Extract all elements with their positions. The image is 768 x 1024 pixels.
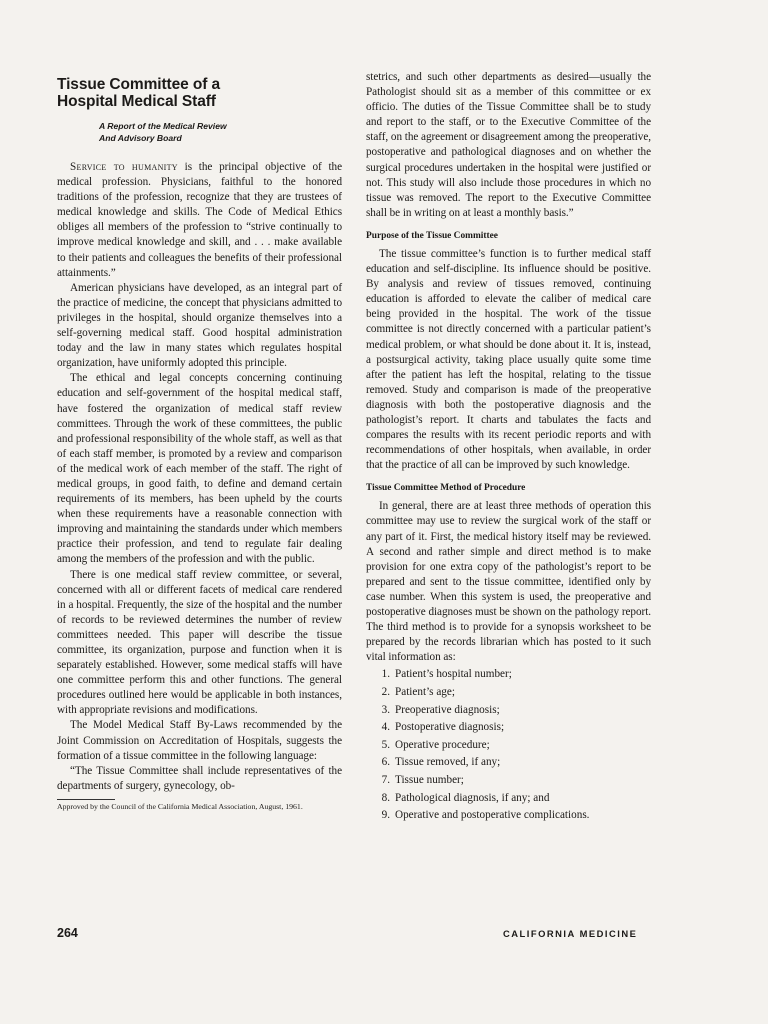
list-item-text: Postoperative diagnosis; — [395, 721, 505, 734]
section-heading: Tissue Committee Method of Procedure — [366, 483, 526, 494]
list-item — [366, 719, 651, 737]
title-line-2: Hospital Medical Staff — [57, 93, 216, 110]
article-title — [57, 76, 342, 110]
list-item-text: Operative procedure; — [395, 738, 490, 751]
list-item — [366, 684, 651, 702]
paragraph: American physicians have developed, as an integral part of the practice of medicine, the concept that physicians admitted to privileges in the hospital, should organize themselves into a self-governing medical staff. Good hospital administration today and the law in many states which regulates hospital organization, have uniformly adopted this principle. — [57, 281, 342, 370]
page-number: 264 — [57, 926, 78, 940]
paragraph: stetrics, and such other departments as desired—usually the Pathologist should sit as a member of this committee or ex officio. The duties of the Tissue Committee shall be to study and report to the staff, or to the Executive Committee of the staff, on the agreement or disagreement among the preoperative, postoperative and pathological diagnoses and on whether the surgical procedures undertaken in the hospital were justified or not. This study will also include those procedures in which no tissue was removed. The report to the Executive Committee shall be in writing on at least a monthly basis.” — [366, 71, 651, 219]
list-item-number: 4. — [381, 721, 390, 734]
list-item — [366, 754, 651, 772]
journal-name: CALIFORNIA MEDICINE — [503, 928, 638, 939]
list-item-number: 5. — [381, 738, 390, 751]
paragraph: The Model Medical Staff By-Laws recommended by the Joint Commission on Accreditation of Hospitals, suggests the formation of a tissue committee in the following language: — [57, 719, 342, 762]
information-list — [366, 666, 651, 824]
list-item-text: Preoperative diagnosis; — [395, 703, 500, 716]
list-item-number: 6. — [381, 756, 390, 769]
lead-in-smallcaps: Service to humanity — [70, 161, 178, 173]
list-item-text: Operative and postoperative complications. — [395, 809, 590, 822]
byline-line-2: And Advisory Board — [99, 133, 182, 143]
list-item-number: 1. — [381, 668, 390, 681]
list-item-text: Pathological diagnosis, if any; and — [395, 791, 550, 804]
list-item-text: Patient’s hospital number; — [395, 668, 512, 681]
byline-line-1: A Report of the Medical Review — [99, 121, 227, 131]
list-item-number: 3. — [381, 703, 390, 716]
title-line-1: Tissue Committee of a — [57, 76, 220, 93]
list-item-number: 7. — [381, 773, 390, 786]
list-item-number: 8. — [381, 791, 390, 804]
section-heading: Purpose of the Tissue Committee — [366, 230, 498, 241]
list-item-text: Patient’s age; — [395, 685, 455, 698]
list-item — [366, 772, 651, 790]
footnote: Approved by the Council of the California Medical Association, August, 1961. — [57, 801, 303, 811]
list-item — [366, 702, 651, 720]
left-column — [57, 70, 342, 811]
paragraph — [57, 160, 342, 281]
footnote-divider — [57, 799, 115, 800]
list-item — [366, 737, 651, 755]
right-column — [366, 70, 651, 825]
list-item — [366, 807, 651, 825]
paragraph: The ethical and legal concepts concerning continuing education and self-government of the hospital medical staff, have fostered the organization of medical staff review committees. Through the work of these committees, the public and professional responsibility of the whole staff, as well as that of each staff member, is promoted by a review and comparison of the medical work of each member of the staff. The right of medical groups, in good faith, to define and demand certain requirements of its members, has been upheld by the courts when these requirements have a reasonable connection with improving and maintaining the standards under which members practice their profession, and tend to regulate fair dealing among the members of the profession and with the public. — [57, 372, 342, 566]
list-item-number: 9. — [381, 809, 390, 822]
paragraph: In general, there are at least three methods of operation this committee may use to review the surgical work of the staff or any part of it. First, the medical history itself may be reviewed. A second and rather simple and direct method is to make provision for one extra copy of the pathologist’s report to be prepared and sent to the tissue committee, identified only by case number. When this system is used, the preoperative and postoperative diagnoses must be shown on the pathology report. The third method is to provide for a synopsis worksheet to be prepared by the records librarian which has posted to it such vital information as: — [366, 500, 651, 664]
list-item — [366, 790, 651, 808]
article-byline — [99, 120, 342, 144]
paragraph: “The Tissue Committee shall include representatives of the departments of surgery, gynecology, ob- — [57, 764, 342, 792]
paragraph: The tissue committee’s function is to further medical staff education and self-discipline. Its influence should be positive. By analysis and review of tissues removed, continuing education is afforded to elevate the caliber of medical care being provided in the hospital. The work of the tissue committee is not directly concerned with a particular patient’s medical problem, or what should be done about it. It is, instead, a postsurgical activity, taking place usually quite some time after the patient has left the hospital, relating to the tissue removed. Study and comparison is made of the preoperative diagnosis with both the postoperative diagnosis and the pathologist’s report. It charts and tabulates the facts and compares the results with its recent periodic reports and with recommendations of other hospitals, when available, in order that the practice of all can be improved by such knowledge. — [366, 247, 651, 472]
paragraph: There is one medical staff review committee, or several, concerned with all or different facets of medical care rendered in a hospital. Frequently, the size of the hospital and the number of records to be reviewed determines the number of review committees needed. This paper will describe the tissue committee, its organization, purpose and function when it is separately established. However, some medical staffs will have one committee perform this and other functions. The general procedures outlined here would be applicable in both instances, with appropriate revisions and modifications. — [57, 568, 342, 717]
list-item — [366, 666, 651, 684]
paragraph-text: is the principal objective of the medical profession. Physicians, faithful to the honored traditions of the profession, recognize that they are trustees of medical knowledge and skills. The Code of Medical Ethics obliges all members of the profession to “strive continually to improve medical knowledge and skill, and . . . make available to their patients and colleagues the benefits of their professional attainments.” — [57, 161, 342, 279]
list-item-text: Tissue removed, if any; — [395, 756, 501, 769]
list-item-text: Tissue number; — [395, 773, 464, 786]
list-item-number: 2. — [381, 685, 390, 698]
